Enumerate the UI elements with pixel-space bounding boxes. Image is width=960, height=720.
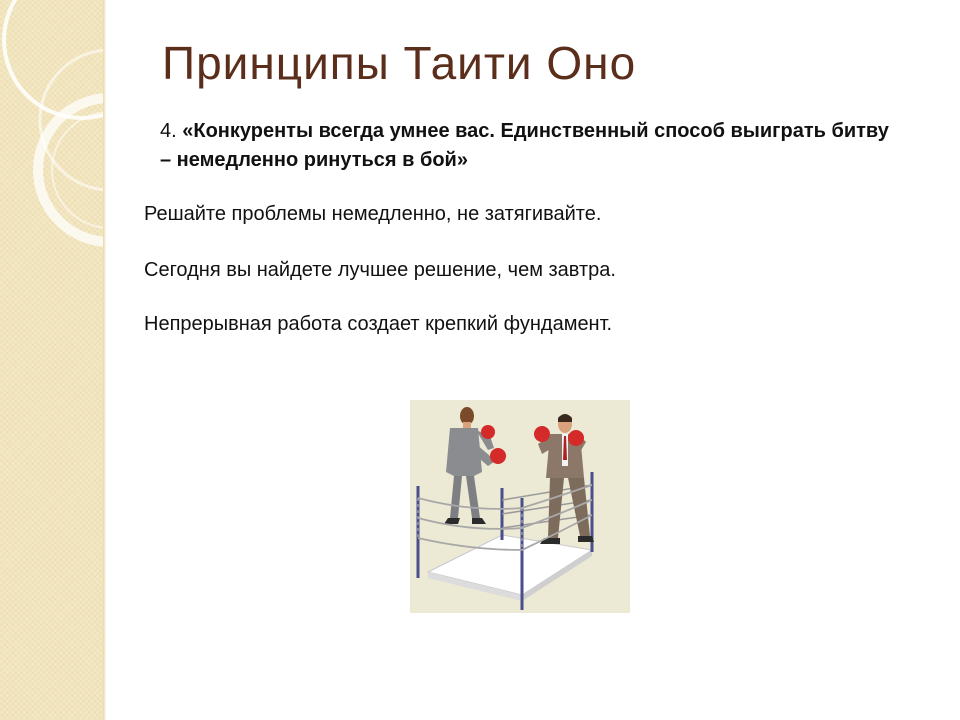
slide-title: Принципы Таити Оно	[162, 37, 637, 89]
principle-quote	[160, 117, 900, 175]
quote-number: 4.	[160, 120, 177, 142]
sidebar-edge	[103, 0, 106, 720]
point-1: Решайте проблемы немедленно, не затягивайте.	[144, 203, 602, 225]
decorative-circles	[0, 0, 105, 720]
quote-text: «Конкуренты всегда умнее вас. Единственный способ выиграть битву – немедленно ринуться в бой»	[160, 120, 889, 171]
point-2: Сегодня вы найдете лучшее решение, чем завтра.	[144, 259, 616, 281]
boxing-ring-illustration	[410, 400, 630, 613]
decorative-sidebar	[0, 0, 105, 720]
point-3: Непрерывная работа создает крепкий фундамент.	[144, 313, 613, 335]
